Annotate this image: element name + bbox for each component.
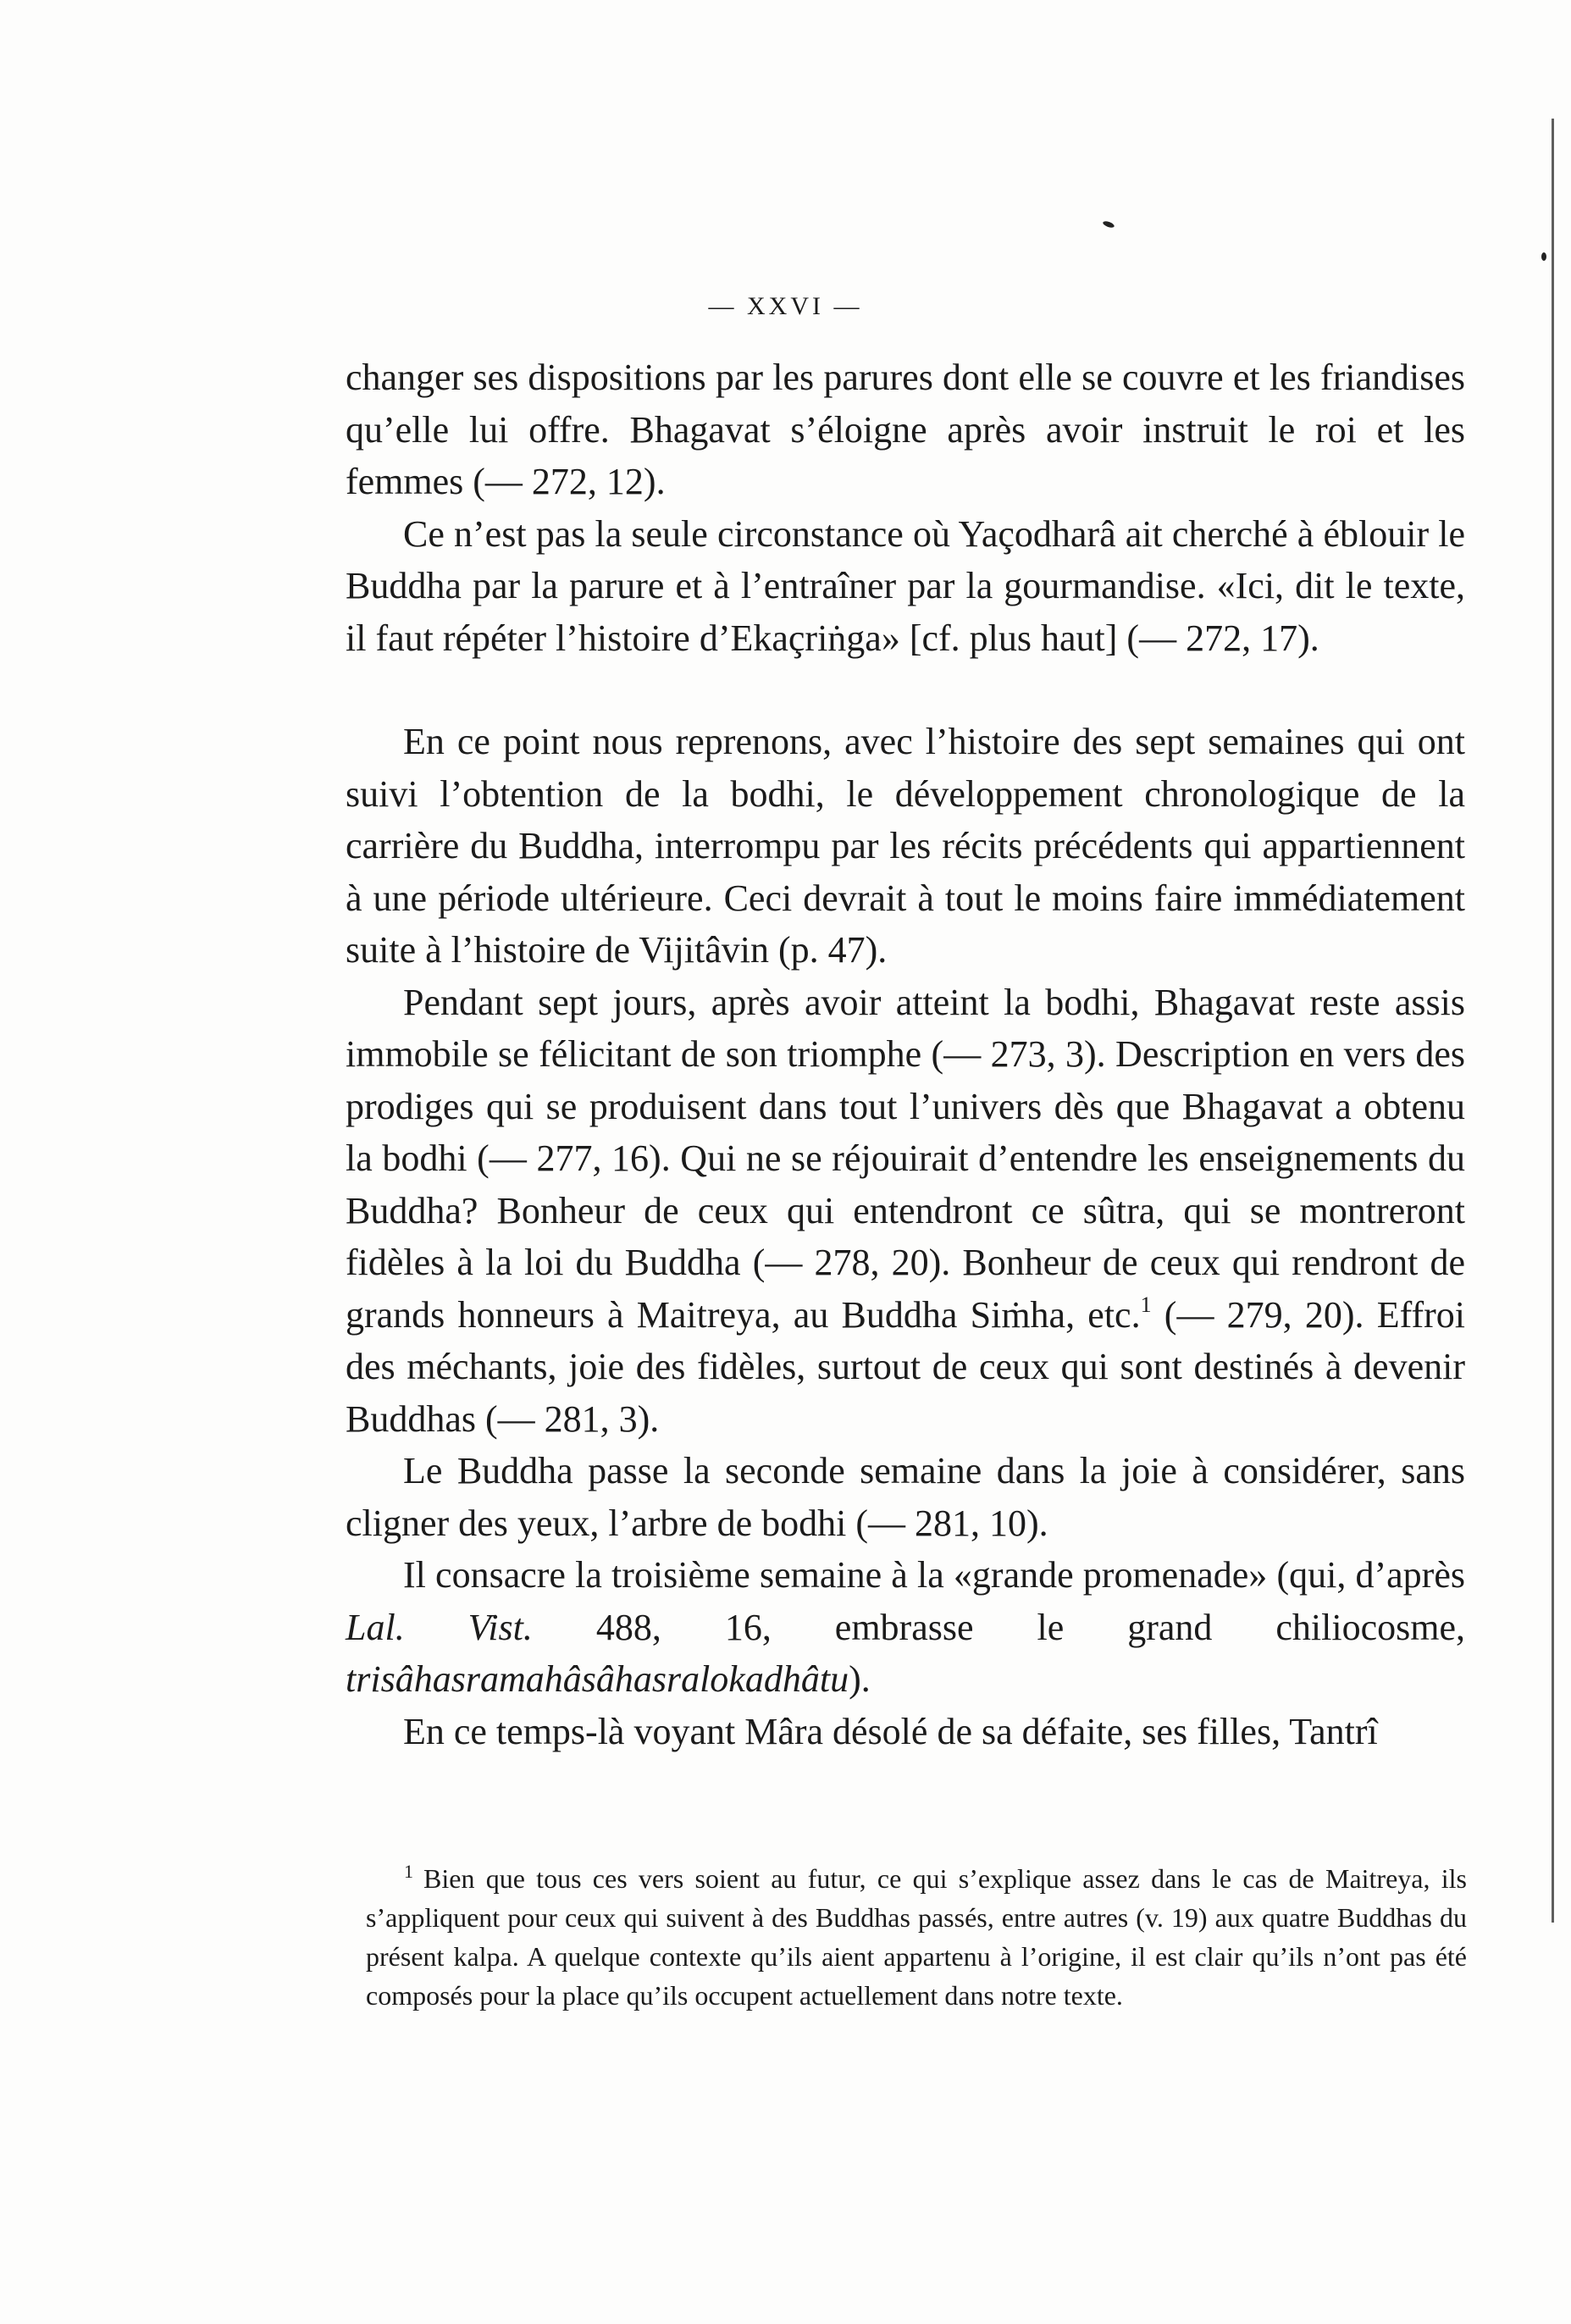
paragraph-6: [346, 1549, 1465, 1706]
footnotes: [366, 1859, 1467, 2015]
main-text: [346, 351, 1465, 1757]
ink-speck: [1102, 220, 1115, 229]
page-edge-line: [1552, 119, 1554, 1923]
paragraph-7: En ce temps-là voyant Mâra désolé de sa défaite, ses filles, Tantrî: [403, 1710, 1378, 1752]
footnote-reference[interactable]: 1: [1140, 1292, 1152, 1317]
sanskrit-term: trisâhasramahâsâhasralokadhâtu: [346, 1658, 849, 1700]
footnote-text: Bien que tous ces vers soient au futur, ce qui s’explique assez dans le cas de Maitreya, ils s’appliquent pour ceux qui suivent à des Buddhas passés, entre autres (v. 19) aux quatre Buddhas du présent kalpa. A quelque contexte qu’ils aient appartenu à l’origine, il est clair qu’ils n’ont pas été composés pour la place qu’ils occupent actuellement dans notre texte.: [366, 1863, 1467, 2011]
ink-speck: [1541, 252, 1546, 261]
paragraph-2: Ce n’est pas la seule circonstance où Yaçodharâ ait cherché à éblouir le Buddha par la parure et à l’entraîner par la gourmandise. «Ici, dit le texte, il faut répéter l’histoire d’Ekaçriṅga» [cf. plus haut] (— 272, 17).: [346, 512, 1465, 659]
paragraph-4-continuation: (— 279, 20). Effroi des méchants, joie des fidèles, surtout de ceux qui sont destinés à devenir Buddhas (— 281, 3).: [346, 1293, 1465, 1440]
paragraph-5: Le Buddha passe la seconde semaine dans la joie à considérer, sans cligner des yeux, l’arbre de bodhi (— 281, 10).: [346, 1450, 1465, 1544]
running-head: — XXVI —: [708, 292, 863, 320]
paragraph-6-closing: ).: [849, 1658, 871, 1700]
paragraph-6-text: Il consacre la troisième semaine à la «grande promenade» (qui, d’après: [403, 1554, 1465, 1596]
footnote-mark: 1: [404, 1861, 413, 1882]
footnote: [366, 1859, 1467, 2015]
work-title: Lal. Vist.: [346, 1606, 533, 1648]
paragraph-1: changer ses dispositions par les parures dont elle se couvre et les friandises qu’elle lui offre. Bhagavat s’éloigne après avoir instruit le roi et les femmes (— 272, 12).: [346, 357, 1465, 502]
paragraph-4: [346, 977, 1465, 1446]
paragraph-6-continuation: 488, 16, embrasse le grand chiliocosme,: [532, 1606, 1465, 1648]
paragraph-3: En ce point nous reprenons, avec l’histoire des sept semaines qui ont suivi l’obtention de la bodhi, le développement chronologique de la carrière du Buddha, interrompu par les récits précédents qui appartiennent à une période ultérieure. Ceci devrait à tout le moins faire immédiatement suite à l’histoire de Vijitâvin (p. 47).: [346, 721, 1465, 971]
paragraph-4-text: Pendant sept jours, après avoir atteint la bodhi, Bhagavat reste assis immobile se félicitant de son triomphe (— 273, 3). Description en vers des prodiges qui se produisent dans tout l’univers dès que Bhagavat a obtenu la bodhi (— 277, 16). Qui ne se réjouirait d’entendre les enseignements du Buddha? Bonheur de ceux qui entendront ce sûtra, qui se montreront fidèles à la loi du Buddha (— 278, 20). Bonheur de ceux qui rendront de grands honneurs à Maitreya, au Buddha Siṁha, etc.: [346, 981, 1465, 1336]
